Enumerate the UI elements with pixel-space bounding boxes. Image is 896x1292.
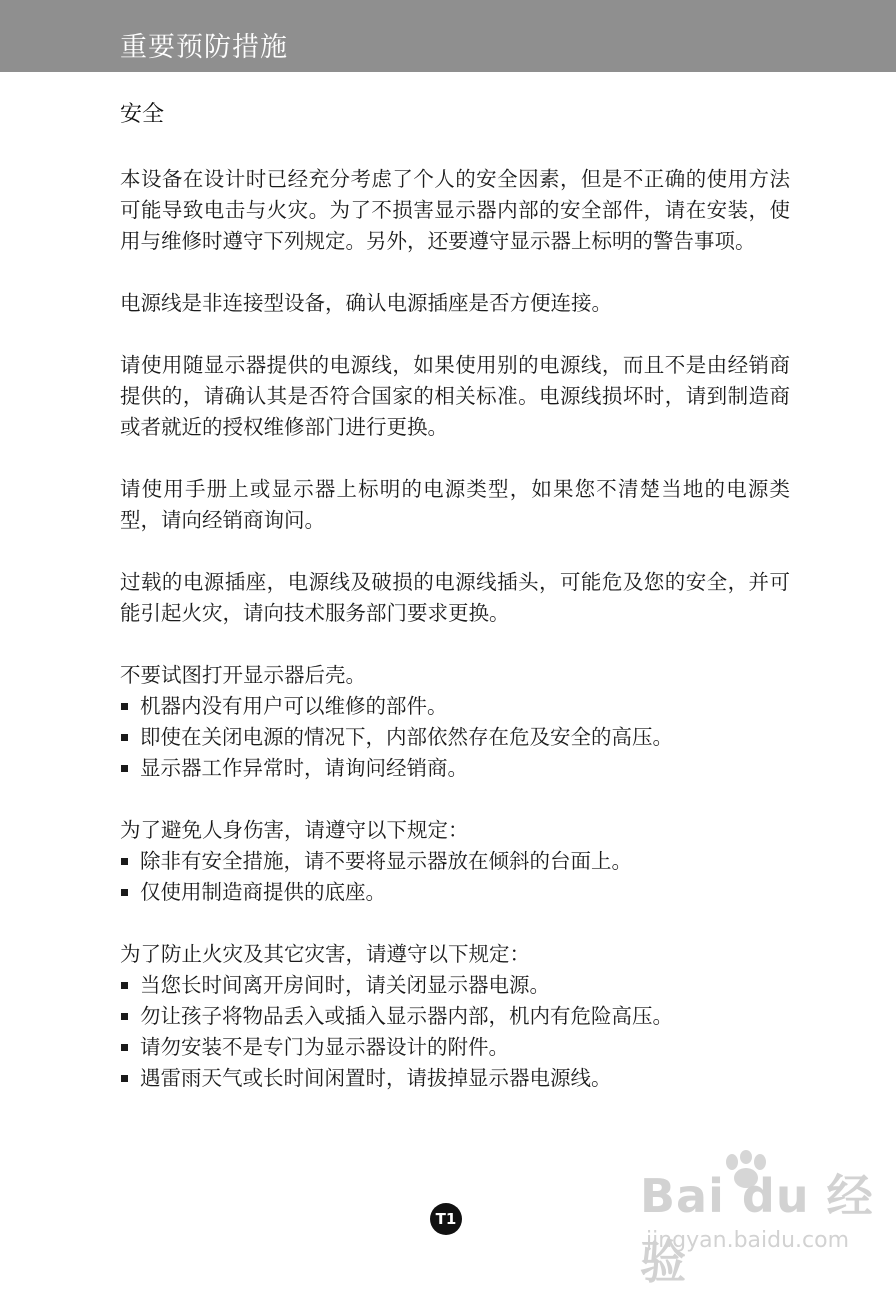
list-item: 勿让孩子将物品丢入或插入显示器内部，机内有危险高压。 xyxy=(120,1001,790,1032)
paragraph-power-cord: 请使用随显示器提供的电源线，如果使用别的电源线，而且不是由经销商提供的，请确认其是否符合国家的相关标准。电源线损坏时，请到制造商或者就近的授权维修部门进行更换。 xyxy=(120,353,790,439)
list-item: 遇雷雨天气或长时间闲置时，请拔掉显示器电源线。 xyxy=(120,1063,790,1094)
list-item: 当您长时间离开房间时，请关闭显示器电源。 xyxy=(120,970,790,1001)
paragraph-power-outlet: 电源线是非连接型设备，确认电源插座是否方便连接。 xyxy=(120,291,612,315)
group2-lead: 为了避免人身伤害，请遵守以下规定： xyxy=(120,818,469,842)
watermark-logo-text: Bai du 经验 xyxy=(640,1169,874,1289)
watermark-url: jingyan.baidu.com xyxy=(646,1228,850,1253)
header-bar xyxy=(0,0,896,72)
bullet-square-icon xyxy=(121,703,128,710)
list-item: 机器内没有用户可以维修的部件。 xyxy=(120,691,790,722)
list-item: 仅使用制造商提供的底座。 xyxy=(120,877,790,908)
paragraph-intro: 本设备在设计时已经充分考虑了个人的安全因素，但是不正确的使用方法可能导致电击与火灾。为了不损害显示器内部的安全部件，请在安装，使用与维修时遵守下列规定。另外，还要遵守显示器上标明的警告事项。 xyxy=(120,167,790,253)
group1-lead: 不要试图打开显示器后壳。 xyxy=(120,663,366,687)
bullet-square-icon xyxy=(121,765,128,772)
bullet-square-icon xyxy=(121,1044,128,1051)
bullet-square-icon xyxy=(121,982,128,989)
group1-list xyxy=(120,691,790,784)
list-item: 请勿安装不是专门为显示器设计的附件。 xyxy=(120,1032,790,1063)
bullet-square-icon xyxy=(121,1013,128,1020)
bullet-square-icon xyxy=(121,858,128,865)
baidu-jingyan-watermark xyxy=(640,1148,880,1289)
paragraph-overload: 过载的电源插座，电源线及破损的电源线插头，可能危及您的安全，并可能引起火灾，请向技术服务部门要求更换。 xyxy=(120,570,790,625)
list-item: 即使在关闭电源的情况下，内部依然存在危及安全的高压。 xyxy=(120,722,790,753)
document-body xyxy=(120,100,790,1125)
paragraph-power-type: 请使用手册上或显示器上标明的电源类型，如果您不清楚当地的电源类型，请向经销商询问。 xyxy=(120,477,790,532)
list-item: 显示器工作异常时，请询问经销商。 xyxy=(120,753,790,784)
bullet-square-icon xyxy=(121,889,128,896)
list-item: 除非有安全措施，请不要将显示器放在倾斜的台面上。 xyxy=(120,846,790,877)
page-number-badge: T1 xyxy=(430,1203,462,1235)
group2-list xyxy=(120,846,790,908)
section-title: 安全 xyxy=(120,102,165,127)
group3-list xyxy=(120,970,790,1094)
bullet-square-icon xyxy=(121,734,128,741)
bullet-square-icon xyxy=(121,1075,128,1082)
group3-lead: 为了防止火灾及其它灾害，请遵守以下规定： xyxy=(120,942,530,966)
page-header-title: 重要预防措施 xyxy=(120,32,288,63)
